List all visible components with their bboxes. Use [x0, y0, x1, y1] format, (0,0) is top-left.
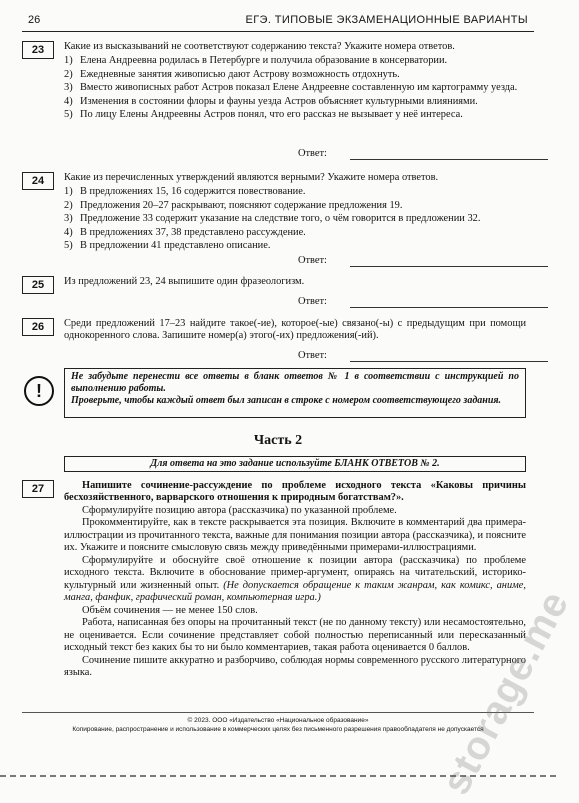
notice-block [22, 368, 534, 422]
answer-label: Ответ: [298, 148, 327, 159]
option-number: 3) [64, 82, 73, 94]
task-body [64, 172, 526, 254]
scan-edge-artifact [0, 775, 556, 783]
exclamation-icon: ! [24, 376, 54, 406]
essay-topic: Напишите сочинение-рассуждение по проблеме исходного текста «Каковы причины бесхозяйственного, варварского отношения к природным богатствам?». [64, 480, 526, 504]
option-item [64, 240, 526, 252]
option-number: 1) [64, 186, 73, 198]
option-item [64, 200, 526, 212]
option-item [64, 96, 526, 108]
essay-paragraph: Работа, написанная без опоры на прочитанный текст (не по данному тексту) или несамостоятельно, не оценивается. Если сочинение представляет собой полностью переписанный или пересказанный исходный текст без каких бы то ни было комментариев, такая работа оценивается 0 баллов. [64, 617, 526, 654]
footer-copyright: © 2023. ООО «Издательство «Национальное образование» [187, 717, 369, 724]
task-number-box: 26 [22, 318, 54, 336]
answer-label: Ответ: [298, 350, 327, 361]
option-text: В предложении 41 представлено описание. [80, 240, 271, 252]
option-item [64, 109, 526, 121]
task-number-box: 23 [22, 41, 54, 59]
option-item [64, 213, 526, 225]
option-text: В предложениях 15, 16 содержится повествование. [80, 186, 306, 198]
task-question: Из предложений 23, 24 выпишите один фразеологизм. [64, 276, 305, 287]
answer-label: Ответ: [298, 296, 327, 307]
answer-line [350, 266, 548, 267]
option-number: 2) [64, 199, 73, 211]
option-item [64, 69, 526, 81]
watermark-text: storage.me [433, 583, 578, 802]
answer-label: Ответ: [298, 255, 327, 266]
option-text: Изменения в состоянии флоры и фауны уезда Астров объясняет культурными влияниями. [80, 95, 478, 107]
task-number-box: 25 [22, 276, 54, 294]
option-number: 5) [64, 109, 73, 121]
option-number: 3) [64, 213, 73, 225]
answer-field-26[interactable] [298, 350, 548, 362]
footer-notice: Копирование, распространение и использование в коммерческих целях без письменного разрешения правообладателя не допускается [72, 725, 484, 733]
part-title: Часть 2 [253, 433, 303, 448]
option-number: 2) [64, 68, 73, 80]
option-item [64, 55, 526, 67]
answer-field-25[interactable] [298, 296, 548, 308]
answer-field-24[interactable] [298, 255, 548, 267]
option-text: Предложения 20–27 раскрывают, поясняют содержание предложения 19. [80, 199, 403, 211]
notice-line-1: Не забудьте перенести все ответы в бланк ответов № 1 в соответствии с инструкцией по выполнению работы. [71, 371, 519, 394]
essay-text: Сформулируйте и обоснуйте своё отношение к позиции автора (рассказчика) по проблеме исходного текста. Включите в обоснование пример-аргумент, опираясь на читательский, историко-культурный или жизненный опыт. [64, 554, 526, 591]
essay-note: (Не допускается обращение к таким жанрам, как комикс, аниме, манга, фанфик, графический роман, компьютерная игра.) [64, 579, 526, 604]
essay-paragraph: Сочинение пишите аккуратно и разборчиво, соблюдая нормы современного русского литературного языка. [64, 654, 526, 679]
page-header-title: ЕГЭ. ТИПОВЫЕ ЭКЗАМЕНАЦИОННЫЕ ВАРИАНТЫ [245, 14, 528, 26]
essay-paragraph: Прокомментируйте, как в тексте раскрывается эта позиция. Включите в комментарий два примера-иллюстрации из прочитанного текста, важные для понимания позиции автора (рассказчика), и поясните их. Укажите и поясните смысловую связь между приведёнными примерами-иллюстрациями. [64, 517, 526, 554]
answer-line [350, 307, 548, 308]
part-instruction: Для ответа на это задание используйте БЛАНК ОТВЕТОВ № 2. [64, 456, 526, 472]
option-list [64, 55, 526, 121]
task-body [64, 41, 526, 123]
answer-line [350, 159, 548, 160]
option-item [64, 82, 526, 94]
task-question: Какие из высказываний не соответствуют содержанию текста? Укажите номера ответов. [64, 41, 455, 52]
page-number: 26 [28, 14, 41, 26]
option-number: 1) [64, 55, 73, 67]
option-item [64, 186, 526, 198]
task-number-box: 27 [22, 480, 54, 498]
notice-box [64, 368, 526, 418]
option-text: Ежедневные занятия живописью дают Астрову возможность отдохнуть. [80, 68, 400, 80]
page-header [22, 13, 534, 32]
option-number: 5) [64, 240, 73, 252]
task-body [64, 318, 526, 343]
option-text: Вместо живописных работ Астров показал Елене Андреевне составленную им картограмму уезда. [80, 82, 518, 94]
option-number: 4) [64, 95, 73, 107]
answer-field-23[interactable] [298, 148, 548, 160]
option-list [64, 186, 526, 252]
watermark [410, 460, 578, 802]
task-question: Какие из перечисленных утверждений являются верными? Укажите номера ответов. [64, 172, 439, 183]
option-text: По лицу Елены Андреевны Астров понял, что его рассказ не вызывает у неё интереса. [80, 109, 463, 121]
option-number: 4) [64, 226, 73, 238]
option-text: В предложениях 37, 38 представлено рассуждение. [80, 226, 306, 238]
essay-paragraph: Объём сочинения — не менее 150 слов. [82, 604, 258, 616]
essay-paragraph: Сформулируйте позицию автора (рассказчика) по указанной проблеме. [82, 504, 397, 516]
task-body [64, 276, 526, 288]
task-question: Среди предложений 17–23 найдите такое(-ие), которое(-ые) связано(-ы) с предыдущим при помощи однокоренного слова. Запишите номер(а) этого(-их) предложения(-ий). [64, 318, 526, 342]
option-text: Елена Андреевна родилась в Петербурге и получила образование в консерватории. [80, 55, 448, 67]
task-number-box: 24 [22, 172, 54, 190]
option-item [64, 227, 526, 239]
answer-line [350, 361, 548, 362]
option-text: Предложение 33 содержит указание на следствие того, о чём говорится в предложении 32. [80, 213, 481, 225]
notice-line-2: Проверьте, чтобы каждый ответ был записан в строке с номером соответствующего задания. [71, 395, 502, 406]
